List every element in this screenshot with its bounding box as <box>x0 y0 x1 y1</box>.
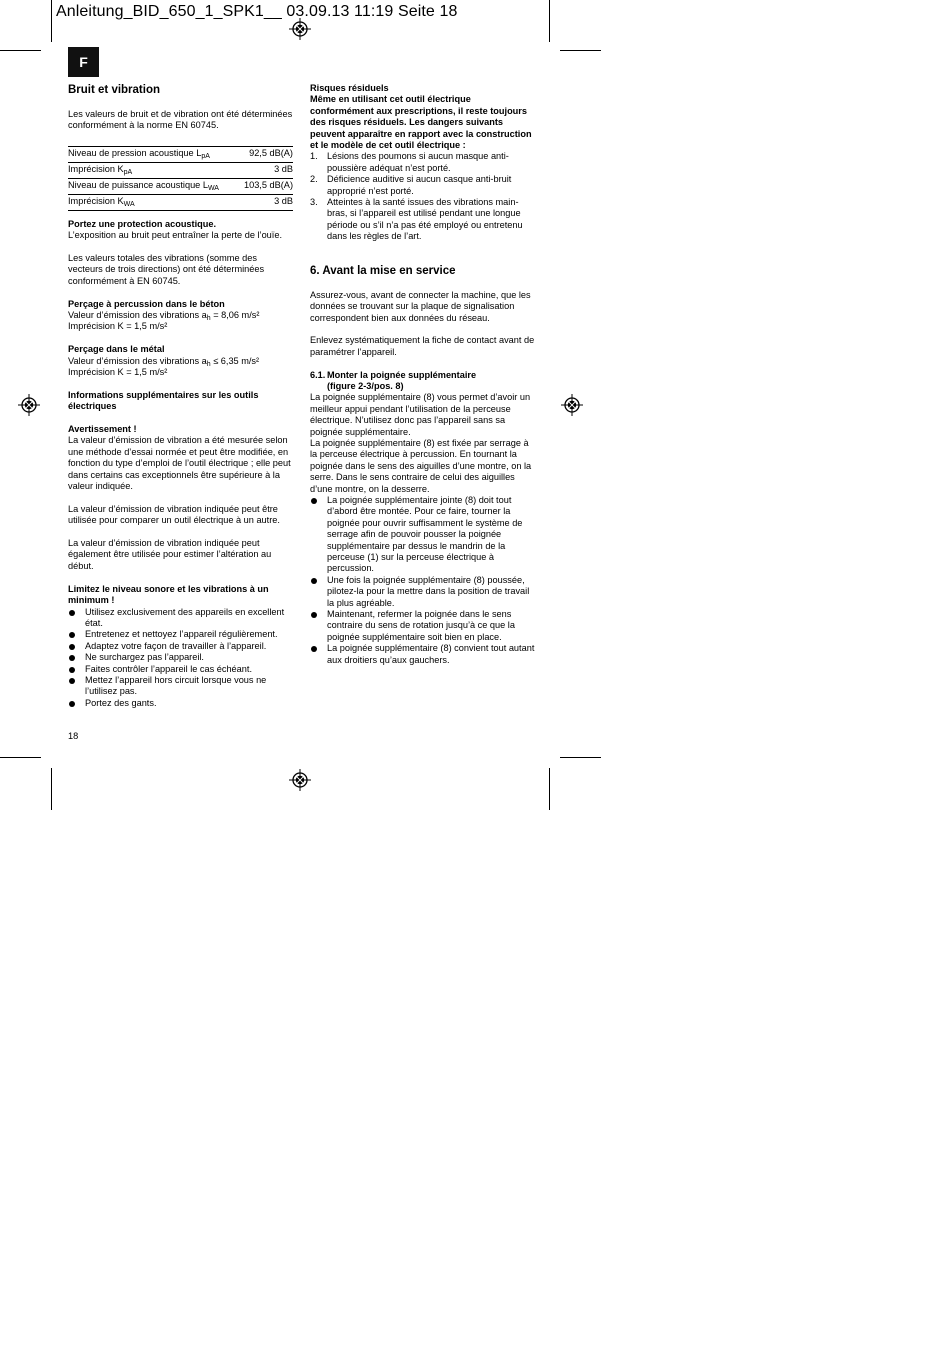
print-slug-line: Anleitung_BID_650_1_SPK1__ 03.09.13 11:19 Seite 18 <box>56 3 458 20</box>
table-row <box>68 178 293 194</box>
handle-text-1: La poignée supplémentaire (8) vous permet d’avoir un meilleur appui pendant l’utilisation de la perceuse électrique. N’utilisez donc pas l’appareil sans sa poignée supplémentaire. <box>310 392 531 437</box>
list-item: La poignée supplémentaire jointe (8) doit tout d’abord être montée. Pour ce faire, tourner la poignée pour ouvrir suffisamment le système de serrage afin de pouvoir pousser la poignée supplémentaire par dessus le mandrin de la perceuse (1) sur la perceuse électrique à percussion. <box>310 495 536 575</box>
table-cell-value: 92,5 dB(A) <box>238 146 293 162</box>
residual-risks-heading: Risques résiduels <box>310 83 389 93</box>
metal-uncertainty: Imprécision K = 1,5 m/s² <box>68 367 168 378</box>
list-item: Une fois la poignée supplémentaire (8) poussée, pilotez-la pour la mettre dans la position de travail la plus agréable. <box>310 575 536 609</box>
table-row <box>68 194 293 210</box>
registration-mark-icon <box>561 394 583 416</box>
crop-mark <box>51 768 52 810</box>
metal-drilling-heading: Perçage dans le métal <box>68 344 165 355</box>
table-cell-label: Imprécision $K_{pA}$ <box>68 162 238 178</box>
language-badge: F <box>68 47 99 77</box>
crop-mark <box>51 0 52 42</box>
list-item: 2. Déficience auditive si aucun casque anti-bruit approprié n’est porté. <box>310 174 512 196</box>
list-item: Portez des gants. <box>68 698 293 709</box>
info-heading: Informations supplémentaires sur les outils électriques <box>68 389 259 412</box>
list-item: La poignée supplémentaire (8) convient tout autant aux droitiers qu’aux gauchers. <box>310 643 536 666</box>
crop-mark <box>549 0 550 42</box>
warning-text: La valeur d’émission de vibration a été mesurée selon une méthode d’essai normée et peut être modifiée, en fonction du type d’emploi de l’outil électrique ; elle peut dans certains cas exceptionnels être supérieure à la valeur indiquée. <box>68 435 291 492</box>
list-item: Utilisez exclusivement des appareils en excellent état. <box>68 607 293 630</box>
warning-heading: Avertissement ! <box>68 424 137 435</box>
left-column <box>68 83 293 709</box>
protection-heading: Portez une protection acoustique. <box>68 218 217 229</box>
list-item: Faites contrôler l’appareil le cas échéant. <box>68 664 293 675</box>
concrete-uncertainty: Imprécision K = 1,5 m/s² <box>68 321 168 332</box>
compare-text: La valeur d’émission de vibration indiquée peut être utilisée pour comparer un outil électrique à un autre. <box>68 503 280 526</box>
table-cell-label: Niveau de pression acoustique $L_{pA}$ <box>68 146 238 162</box>
crop-mark <box>560 757 601 758</box>
page-number: 18 <box>68 731 79 741</box>
list-item: Entretenez et nettoyez l’appareil régulièrement. <box>68 629 293 640</box>
list-item: Maintenant, refermer la poignée dans le sens contraire du sens de rotation jusqu’à ce que la poignée supplémentaire soit bien en place. <box>310 609 536 643</box>
list-item: 1. Lésions des poumons si aucun masque anti-poussière adéquat n’est porté. <box>310 151 509 173</box>
table-cell-label: Niveau de puissance acoustique $L_{WA}$ <box>68 178 238 194</box>
crop-mark <box>0 757 41 758</box>
noise-table <box>68 146 293 211</box>
handle-text-2: La poignée supplémentaire (8) est fixée par serrage à la perceuse électrique à percussion. En tournant la poignée dans le sens des aiguilles d’une montre, on la serre. Dans le sens contraire de celui des aiguilles d’une montre, on la desserre. <box>310 437 532 494</box>
crop-mark <box>0 50 41 51</box>
list-item: Ne surchargez pas l’appareil. <box>68 652 293 663</box>
unplug-text: Enlevez systématiquement la fiche de contact avant de paramétrer l’appareil. <box>310 335 535 357</box>
residual-risks-list <box>310 151 536 242</box>
handle-list <box>310 495 536 666</box>
table-row <box>68 146 293 162</box>
registration-mark-icon <box>289 18 311 40</box>
table-cell-value: 3 dB <box>238 194 293 210</box>
list-item: Mettez l’appareil hors circuit lorsque vous ne l’utilisez pas. <box>68 675 293 698</box>
metal-vibration-value: Valeur d’émission des vibrations $a_h \le 6,35$ m/s² <box>68 355 260 368</box>
concrete-vibration-value: Valeur d’émission des vibrations $a_h = 8,06$ m/s² <box>68 310 260 323</box>
table-row <box>68 162 293 178</box>
limit-list <box>68 607 293 710</box>
subsection-heading: 6.1. Monter la poignée supplémentaire (figure 2-3/pos. 8) <box>310 369 477 391</box>
protection-text: L’exposition au bruit peut entraîner la perte de l’ouïe. <box>68 230 283 241</box>
estimate-text: La valeur d’émission de vibration indiquée peut également être utilisée pour estimer l’altération au début. <box>68 538 272 571</box>
table-cell-label: Imprécision $K_{WA}$ <box>68 194 238 210</box>
list-item: Adaptez votre façon de travailler à l’appareil. <box>68 641 293 652</box>
concrete-drilling-heading: Perçage à percussion dans le béton <box>68 298 225 309</box>
table-cell-value: 3 dB <box>238 162 293 178</box>
vibration-total-text: Les valeurs totales des vibrations (somme des vecteurs de trois directions) ont été déterminées conformément à EN 60745. <box>68 253 265 286</box>
check-mains-text: Assurez-vous, avant de connecter la machine, que les données se trouvant sur la plaque de signalisation correspondent bien aux données du réseau. <box>310 289 531 323</box>
section-title-commissioning: 6. Avant la mise en service <box>310 264 456 277</box>
crop-mark <box>560 50 601 51</box>
right-column <box>310 83 536 666</box>
crop-mark <box>549 768 550 810</box>
residual-risks-intro: Même en utilisant cet outil électrique conformément aux prescriptions, il reste toujours des risques résiduels. Les dangers suivants peuvent apparaître en rapport avec la construction et le modèle de cet outil électrique : <box>310 94 532 151</box>
registration-mark-icon <box>289 769 311 791</box>
list-item: 3. Atteintes à la santé issues des vibrations main-bras, si l’appareil est utilisé pendant une longue période ou s’il n’a pas été employé ou entretenu dans les règles de l’art. <box>310 197 523 242</box>
section-title-noise: Bruit et vibration <box>68 84 161 96</box>
table-cell-value: 103,5 dB(A) <box>238 178 293 194</box>
registration-mark-icon <box>18 394 40 416</box>
limit-heading: Limitez le niveau sonore et les vibrations à un minimum ! <box>68 583 269 606</box>
noise-intro: Les valeurs de bruit et de vibration ont été déterminées conformément à la norme EN 60745. <box>68 109 293 131</box>
